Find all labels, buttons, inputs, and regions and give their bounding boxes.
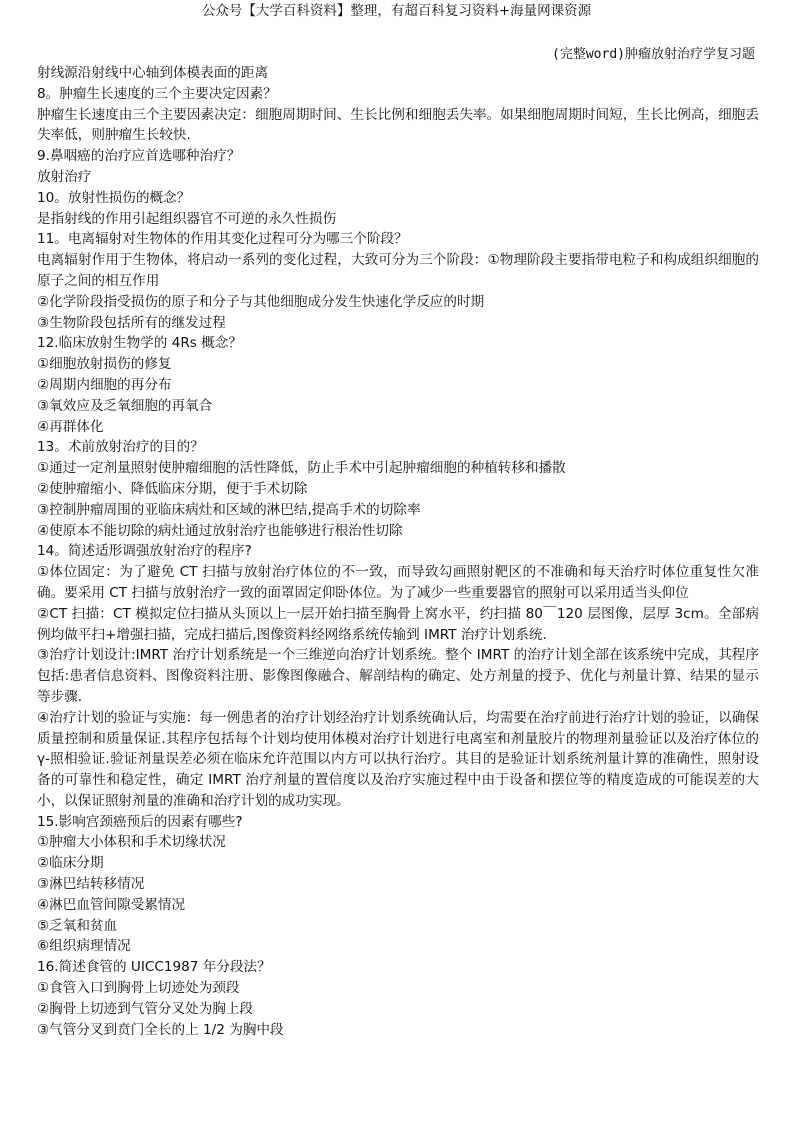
answer-paragraph: ③治疗计划设计:IMRT 治疗计划系统是一个三维逆向治疗计划系统。整个 IMRT 的治疗计划全部在该系统中完成，其程序包括:患者信息资料、图像资料注册、影像图像融合、解剖结构的确定、处方剂量的授予、优化与剂量计算、结果的显示等步骤. [37, 647, 759, 705]
answer-line: 是指射线的作用引起组织器官不可逆的永久性损伤 [37, 210, 337, 227]
question-heading: 8。肿瘤生长速度的三个主要决定因素？ [37, 85, 277, 102]
list-item: ⑤乏氧和贫血 [37, 917, 118, 934]
answer-paragraph: ①体位固定：为了避免 CT 扫描与放射治疗体位的不一致，而导致勾画照射靶区的不准确和每天治疗时体位重复性欠准确。要采用 CT 扫描与放射治疗一致的面罩固定仰卧体位。为了减少一些重要器官的照射可以采用适当头仰位 [37, 564, 759, 601]
list-item: ③生物阶段包括所有的继发过程 [37, 314, 226, 331]
list-item: ①肿瘤大小体积和手术切缘状况 [37, 834, 226, 851]
list-item: ②周期内细胞的再分布 [37, 376, 172, 393]
list-item: ①细胞放射损伤的修复 [37, 356, 172, 373]
list-item: ③控制肿瘤周围的亚临床病灶和区域的淋巴结,提高手术的切除率 [37, 501, 421, 518]
document-body [37, 63, 759, 1040]
list-item: ④使原本不能切除的病灶通过放射治疗也能够进行根治性切除 [37, 522, 403, 539]
list-item: ③淋巴结转移情况 [37, 876, 145, 893]
question-heading: 14。简述适形调强放射治疗的程序? [37, 543, 252, 560]
question-heading: 11。电离辐射对生物体的作用其变化过程可分为哪三个阶段？ [37, 231, 408, 248]
list-item: ②使肿瘤缩小、降低临床分期，便于手术切除 [37, 480, 308, 497]
list-item: ⑥组织病理情况 [37, 938, 131, 955]
document-title: (完整word)肿瘤放射治疗学复习题 [552, 47, 755, 62]
question-heading: 15.影响宫颈癌预后的因素有哪些? [37, 813, 243, 830]
question-heading: 9.鼻咽癌的治疗应首选哪种治疗？ [37, 148, 241, 165]
answer-line: 放射治疗 [37, 168, 92, 185]
answer-paragraph: ②CT 扫描：CT 模拟定位扫描从头顶以上一层开始扫描至胸骨上窝水平，约扫描 80￣120 层图像，层厚 3cm。全部病例均做平扫+增强扫描，完成扫描后,图像资料经网络系统传输到 IMRT 治疗计划系统. [37, 605, 759, 643]
list-item: ③气管分叉到贲门全长的上 1/2 为胸中段 [37, 1021, 284, 1038]
list-item: ④淋巴血管间隙受累情况 [37, 896, 186, 913]
list-item: ②化学阶段指受损伤的原子和分子与其他细胞成分发生快速化学反应的时期 [37, 293, 485, 310]
list-item: ①食管入口到胸骨上切迹处为颈段 [37, 980, 240, 997]
list-item: ①通过一定剂量照射使肿瘤细胞的活性降低，防止手术中引起肿瘤细胞的种植转移和播散 [37, 460, 566, 477]
answer-paragraph: ④治疗计划的验证与实施：每一例患者的治疗计划经治疗计划系统确认后，均需要在治疗前进行治疗计划的验证，以确保质量控制和质量保证.其程序包括每个计划均使用体模对治疗计划进行电离室和剂量胶片的物理剂量验证以及治疗体位的 γ-照相验证.验证剂量误差必须在临床允许范围以内方可以执行治疗。其目的是验证计划系统剂量计算的准确性，照射设备的可靠性和稳定性，确定 IMRT 治疗剂量的置信度以及治疗实施过程中由于设备和摆位等的精度造成的可能误差的大小，以保证照射剂量的准确和治疗计划的成功实现。 [37, 709, 759, 809]
list-item: ④再群体化 [37, 418, 104, 435]
text-line: 射线源沿射线中心轴到体模表面的距离 [37, 65, 269, 81]
list-item: ③氧效应及乏氧细胞的再氧合 [37, 397, 213, 414]
answer-paragraph: 肿瘤生长速度由三个主要因素决定：细胞周期时间、生长比例和细胞丢失率。如果细胞周期时间短，生长比例高，细胞丢失率低，则肿瘤生长较快. [37, 106, 759, 144]
list-item: ②胸骨上切迹到气管分叉处为胸上段 [37, 1000, 254, 1017]
answer-paragraph: 电离辐射作用于生物体，将启动一系列的变化过程，大致可分为三个阶段：①物理阶段主要指带电粒子和构成组织细胞的原子之间的相互作用 [37, 252, 759, 289]
list-item: ②临床分期 [37, 855, 104, 872]
question-heading: 13。术前放射治疗的目的？ [37, 439, 204, 456]
question-heading: 10。放射性损伤的概念？ [37, 189, 191, 206]
header-banner: 公众号【大学百科资料】整理，有超百科复习资料+海量网课资源 [201, 3, 592, 19]
question-heading: 12.临床放射生物学的 4Rs 概念？ [37, 335, 242, 352]
question-heading: 16.简述食管的 UICC1987 年分段法？ [37, 959, 271, 976]
